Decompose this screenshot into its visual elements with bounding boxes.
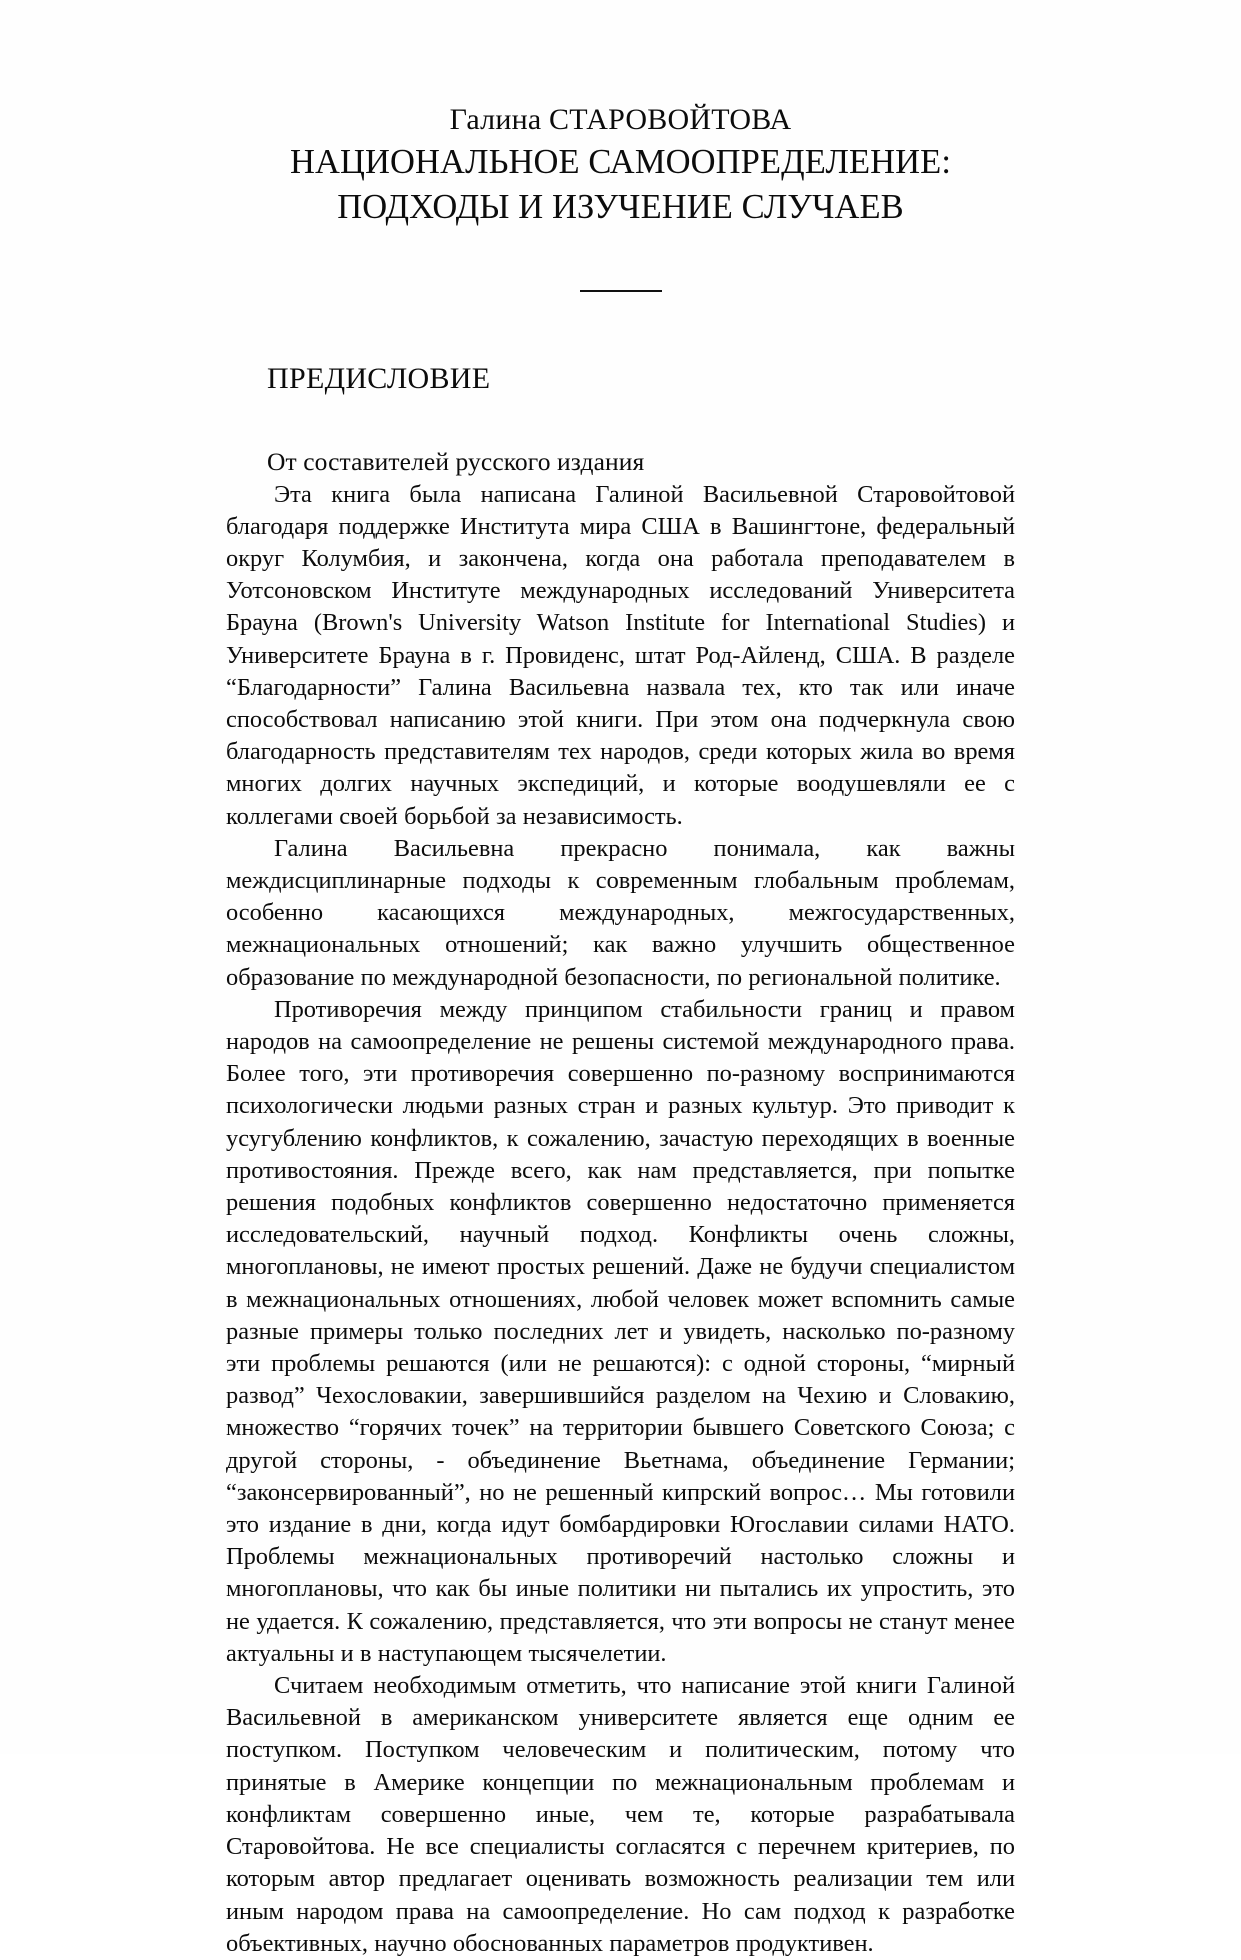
- body-content: [226, 361, 1015, 1960]
- paragraph: Считаем необходимым отметить, что написание этой книги Галиной Васильевной в американском университете является еще одним ее поступком. Поступком человеческим и политическим, потому что принятые в Америке концепции по межнациональным проблемам и конфликтам совершенно иные, чем те, которые разрабатывала Старовойтова. Не все специалисты согласятся с перечнем критериев, по которым автор предлагает оценивать возможность реализации тем или иным народом права на самоопределение. Но сам подход к разработке объективных, научно обоснованных параметров продуктивен.: [226, 1672, 1015, 1957]
- sub-heading: От составителей русского издания: [267, 446, 645, 476]
- paragraph: Противоречия между принципом стабильности границ и правом народов на самоопределение не решены системой международного права. Более того, эти противоречия совершенно по-разному воспринимаются психологически людьми разных стран и разных культур. Это приводит к усугублению конфликтов, к сожалению, зачастую переходящих в военные противостояния. Прежде всего, как нам представляется, при попытке решения подобных конфликтов совершенно недостаточно применяется исследовательский, научный подход. Конфликты очень сложны, многоплановы, не имеют простых решений. Даже не будучи специалистом в межнациональных отношениях, любой человек может вспомнить самые разные примеры только последних лет и увидеть, насколько по-разному эти проблемы решаются (или не решаются): с одной стороны, “мирный развод” Чехословакии, завершившийся разделом на Чехию и Словакию, множество “горячих точек” на территории бывшего Советского Союза; с другой стороны, - объединение Вьетнама, объединение Германии; “законсервированный”, но не решенный кипрский вопрос… Мы готовили это издание в дни, когда идут бомбардировки Югославии силами НАТО. Проблемы межнациональных противоречий настолько сложны и многоплановы, что как бы иные политики ни пытались их упростить, это не удается. К сожалению, представляется, что эти вопросы не станут менее актуальны и в наступающем тысячелетии.: [226, 995, 1015, 1667]
- author-name: Галина СТАРОВОЙТОВА: [449, 103, 792, 136]
- divider-rule-wrapper: [0, 282, 1241, 300]
- section-heading: ПРЕДИСЛОВИЕ: [267, 361, 491, 395]
- book-title: [0, 140, 1241, 230]
- paragraph: Галина Васильевна прекрасно понимала, как важны междисциплинарные подходы к современным глобальным проблемам, особенно касающихся международных, межгосударственных, межнациональных отношений; как важно улучшить общественное образование по международной безопасности, по региональной политике.: [226, 834, 1015, 991]
- book-title-line-1: НАЦИОНАЛЬНОЕ САМООПРЕДЕЛЕНИЕ:: [289, 142, 952, 181]
- title-block: [0, 0, 1241, 230]
- book-title-line-2: ПОДХОДЫ И ИЗУЧЕНИЕ СЛУЧАЕВ: [337, 187, 904, 226]
- paragraph: Эта книга была написана Галиной Васильевной Старовойтовой благодаря поддержке Института мира США в Вашингтоне, федеральный округ Колумбия, и закончена, когда она работала преподавателем в Уотсоновском Институте международных исследований Университета Брауна (Brown's University Watson Institute for International Studies) и Университете Брауна в г. Провиденс, штат Род-Айленд, США. В разделе “Благодарности” Галина Васильевна назвала тех, кто так или иначе способствовал написанию этой книги. При этом она подчеркнула свою благодарность представителям тех народов, среди которых жила во время многих долгих научных экспедиций, и которые воодушевляли ее с коллегами своей борьбой за независимость.: [226, 480, 1015, 830]
- horizontal-rule-icon: [580, 290, 662, 292]
